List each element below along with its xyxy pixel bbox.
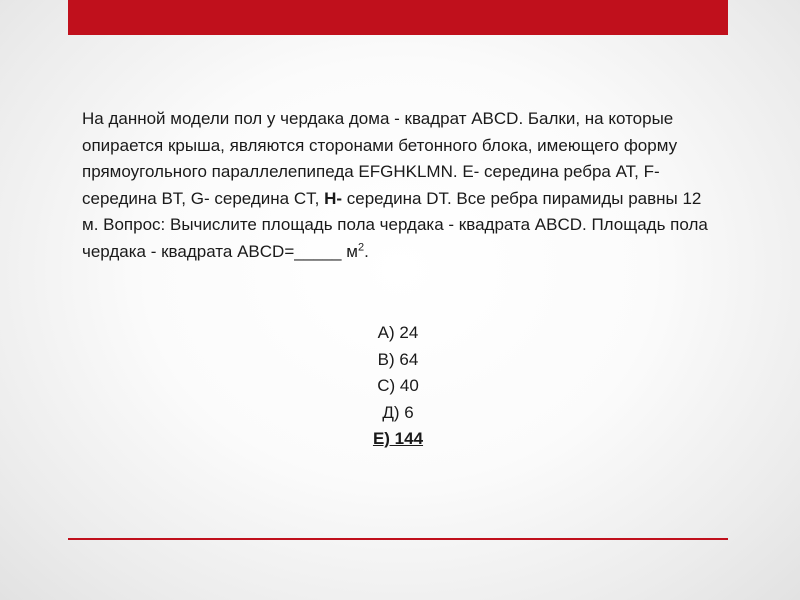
problem-ending: . [364, 241, 369, 261]
answer-option-e: E) 144 [372, 429, 424, 448]
header-bar [68, 0, 728, 35]
problem-text-part1: На данной модели пол у чердака дома - квадрат ABCD. Балки, на которые опирается крыша, являются сторонами бетонного блока, имеющего форму прямоугольного параллелепипеда EFGHKLMN. E- середина ребра AT, F- середина BT, G- середина CT, [82, 109, 678, 208]
answer-option-c: C) 40 [377, 376, 419, 395]
footer-divider [68, 538, 728, 540]
problem-bold-letter: H- [324, 188, 343, 208]
problem-text [82, 106, 722, 265]
answer-option-a: A) 24 [377, 323, 419, 342]
answer-option-d: Д) 6 [382, 402, 414, 422]
problem-text-part2: середина DT. Все ребра пирамиды равны 12 м. Вопрос: Вычислите площадь пола чердака - квадрата ABCD. Площадь пола чердака - квадрата ABCD=_____ м [82, 188, 708, 261]
answer-option-b: B) 64 [377, 349, 419, 369]
problem-superscript: 2 [357, 240, 365, 253]
answer-options [343, 320, 453, 453]
